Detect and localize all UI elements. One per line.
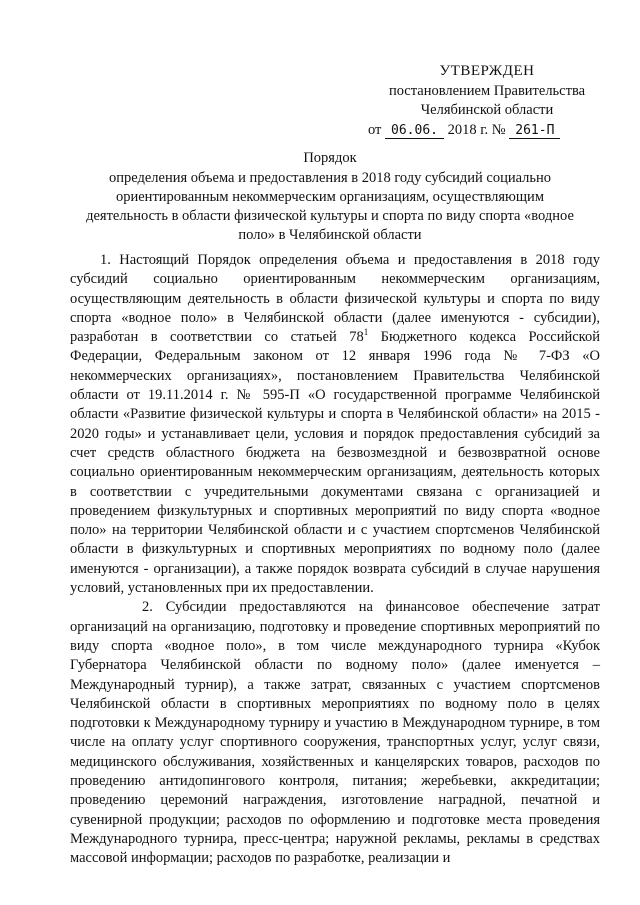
approval-prefix: от bbox=[368, 121, 382, 138]
title-line-0: Порядок bbox=[303, 150, 357, 166]
paragraph-2: 2. Субсидии предоставляются на финансовое обеспечение затрат организаций на организацию, подготовку и проведение спортивных мероприятий по виду спорта «водное поло», в том числе международного турнира «Кубок Губернатора Челябинской области по водному поло» (далее именуется – Международный турнир), а также затрат, связанных с участием спортсменов Челябинской области в спортивных мероприятиях по водному поло в целях подготовки к Международному турниру и участию в Международном турнире, в том числе на оплату услуг спортивного сооружения, транспортных услуг, услуг связи, медицинского обслуживания, хозяйственных и канцелярских товаров, расходов по проведению антидопингового контроля, питания; жеребьевки, аккредитации; проведению церемоний награждения, изготовление наградной, печатной и сувенирной продукции; расходов по оформлению и подготовке места проведения Международного турнира, пресс-центра; наружной рекламы, рекламы в средствах массовой информации; расходов по разработке, реализации и bbox=[70, 599, 600, 867]
approval-date: 06.06. bbox=[385, 123, 444, 139]
approval-heading: УТВЕРЖДЕН bbox=[439, 63, 535, 79]
title-line-4: поло» в Челябинской области bbox=[238, 227, 422, 243]
title-line-1: определения объема и предоставления в 2018 году субсидий социально bbox=[108, 170, 552, 186]
paragraph-1-part-b: Бюджетного кодекса Российской Федерации, Федеральным законом от 12 января 1996 года № 7-ФЗ «О некоммерческих организациях», постановлением Правительства Челябинской области от 19.11.2014 г. № 595-П «О государственной программе Челябинской области «Развитие физической культуры и спорта в Челябинской области» на 2015 - 2020 годы» и устанавливает цели, условия и порядок предоставления субсидий за счет средств областного бюджета на безвозмездной и безвозвратной основе социально ориентированным некоммерческим организациям, деятельность которых в соответствии с учредительными документами связана с организацией и проведением физкультурных и спортивных мероприятий по виду спорта «водное поло» на территории Челябинской области и с участием спортсменов Челябинской области в физкультурных и спортивных мероприятиях по водному поло (далее именуются - организации), а также порядок возврата субсидий в случае нарушения условий, установленных при их предоставлении. bbox=[70, 329, 600, 597]
title-line-3: деятельность в области физической культуры и спорта по виду спорта «водное bbox=[86, 208, 574, 224]
paragraph-1-part-a: 1. Настоящий Порядок определения объема и предоставления в 2018 году субсидий социально ориентированным некоммерческим организациям, осуществляющим деятельность в области физической культуры и спорта по виду спорта «водное поло» в Челябинской области (далее именуются - субсидии), разработан в соответствии со статьей 78 bbox=[70, 252, 600, 346]
approval-line-1: постановлением Правительства bbox=[388, 82, 586, 99]
approval-date-line bbox=[368, 121, 622, 141]
approval-year: 2018 г. № bbox=[447, 121, 506, 138]
approval-stamp bbox=[368, 62, 622, 140]
title-line-2: ориентированным некоммерческим организациям, осуществляющим bbox=[115, 189, 544, 205]
document-title bbox=[60, 149, 600, 245]
approval-line-2: Челябинской области bbox=[420, 102, 554, 118]
article-superscript: 1 bbox=[363, 327, 369, 338]
paragraph-1 bbox=[70, 251, 600, 598]
approval-number: 261-П bbox=[509, 123, 560, 139]
document-body bbox=[70, 251, 600, 869]
